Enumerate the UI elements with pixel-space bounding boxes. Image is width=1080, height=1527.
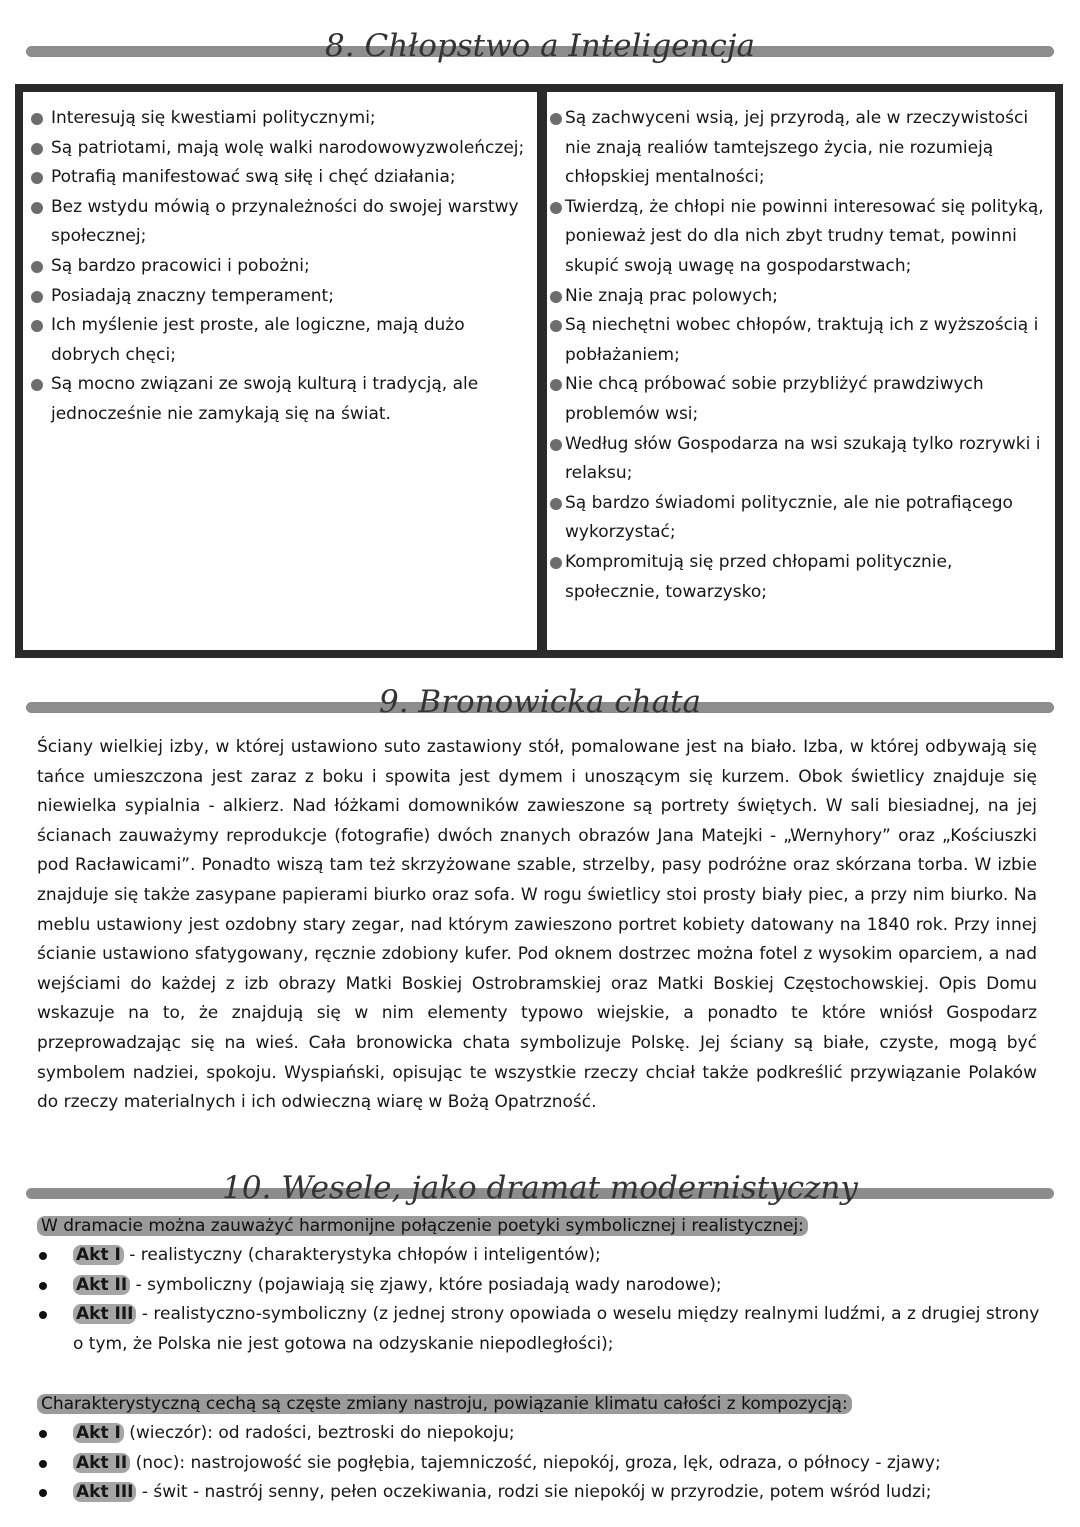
- bullet-icon: [550, 320, 562, 332]
- bullet-icon: [39, 1311, 47, 1319]
- bullet-icon: [550, 498, 562, 510]
- list-item: Akt III - świt - nastrój senny, pełen oczekiwania, rodzi sie niepokój w przyrodzie, potem wśród ludzi;: [37, 1478, 1047, 1508]
- bullet-icon: [31, 320, 43, 332]
- bullet-icon: [31, 291, 43, 303]
- acts-poetics-list: [37, 1241, 1047, 1359]
- list-item: Są zachwyceni wsią, jej przyrodą, ale w rzeczywistości nie znają realiów tamtejszego życia, nie rozumieją chłopskiej mentalności;: [553, 104, 1051, 193]
- bullet-icon: [39, 1430, 47, 1438]
- list-item: Kompromitują się przed chłopami politycznie, społecznie, towarzysko;: [553, 548, 1051, 607]
- list-item: Ich myślenie jest proste, ale logiczne, mają dużo dobrych chęci;: [27, 311, 533, 370]
- bullet-icon: [39, 1489, 47, 1497]
- bullet-icon: [550, 113, 562, 125]
- list-item: Twierdzą, że chłopi nie powinni interesować się polityką, ponieważ jest do dla nich zbyt trudny temat, powinni skupić swoją uwagę na gospodarstwach;: [553, 193, 1051, 282]
- list-item: Posiadają znaczny temperament;: [27, 282, 533, 312]
- section-9-title: 9. Bronowicka chata: [378, 684, 701, 720]
- list-item: Są niechętni wobec chłopów, traktują ich z wyższością i pobłażaniem;: [553, 311, 1051, 370]
- list-item: Akt II (noc): nastrojowość sie pogłębia, tajemniczość, niepokój, groza, lęk, odraza, o północy - zjawy;: [37, 1449, 1047, 1479]
- acts-mood-list: [37, 1419, 1047, 1508]
- bullet-icon: [31, 113, 43, 125]
- bullet-icon: [550, 291, 562, 303]
- section-8-heading: [20, 24, 1060, 74]
- list-item: Są bardzo pracowici i pobożni;: [27, 252, 533, 282]
- list-item: Nie znają prac polowych;: [553, 282, 1051, 312]
- bullet-icon: [39, 1282, 47, 1290]
- bullet-icon: [31, 261, 43, 273]
- bullet-icon: [39, 1460, 47, 1468]
- bullet-icon: [31, 143, 43, 155]
- bullet-icon: [550, 202, 562, 214]
- bullet-icon: [550, 439, 562, 451]
- section-10-heading: [20, 1166, 1060, 1216]
- chata-description: Ściany wielkiej izby, w której ustawiono suto zastawiony stół, pomalowane jest na biało. Izba, w której odbywają się tańce umieszczona jest zaraz z boku i spowita jest dymem i unoszącym się kurzem. Obok świetlicy znajduje się niewielka sypialnia - alkierz. Nad łóżkami domowników zawieszone są portrety świętych. W sali biesiadnej, na jej ścianach zauważymy reprodukcje (fotografie) dwóch znanych obrazów Jana Matejki - „Wernyhory” oraz „Kościuszki pod Racławicami”. Ponadto wiszą tam też skrzyżowane szable, strzelby, pasy podróżne oraz skórzana torba. W izbie znajduje się także zasypane papierami biurko oraz sofa. W rogu świetlicy stoi prosty biały piec, a przy nim biurko. Na meblu ustawiony jest ozdobny stary zegar, nad którym zawieszono portret kobiety datowany na 1840 rok. Przy innej ścianie ustawiono sfatygowany, ręcznie zdobiony kufer. Pod oknem dostrzec można fotel z wysokim oparciem, a nad wejściami do każdej z izb obrazy Matki Boskiej Ostrobramskiej oraz Matki Boskiej Częstochowskiej. Opis Domu wskazuje na to, że znajdują się w nim elementy typowo wiejskie, a ponadto te które wniósł Gospodarz przeprowadzając się na wieś. Cała bronowicka chata symbolizuje Polskę. Jej ściany są białe, czyste, mogą być symbolem nadziei, spokoju. Wyspiański, opisując te wszystkie rzeczy chciał także podkreślić przywiązanie Polaków do rzeczy materialnych i ich odwieczną wiarę w Bożą Opatrzność.: [37, 737, 1037, 1113]
- section-10-title: 10. Wesele, jako dramat modernistyczny: [222, 1170, 858, 1206]
- list-item: Potrafią manifestować swą siłę i chęć działania;: [27, 163, 533, 193]
- intelligentsia-column: [542, 88, 1059, 654]
- list-item: Akt I (wieczór): od radości, beztroski do niepokoju;: [37, 1419, 1047, 1449]
- bullet-icon: [39, 1252, 47, 1260]
- bullet-icon: [31, 379, 43, 391]
- list-item: Nie chcą próbować sobie przybliżyć prawdziwych problemów wsi;: [553, 370, 1051, 429]
- list-item: Są mocno związani ze swoją kulturą i tradycją, ale jednocześnie nie zamykają się na świat.: [27, 370, 533, 429]
- bullet-icon: [31, 172, 43, 184]
- section-8-title: 8. Chłopstwo a Inteligencja: [325, 28, 755, 64]
- bullet-icon: [550, 379, 562, 391]
- list-item: Są bardzo świadomi politycznie, ale nie potrafiącego wykorzystać;: [553, 489, 1051, 548]
- comparison-table: [15, 84, 1063, 658]
- bullet-icon: [550, 557, 562, 569]
- list-item: Akt II - symboliczny (pojawiają się zjawy, które posiadają wady narodowe);: [37, 1271, 1047, 1301]
- peasants-column: [19, 88, 542, 654]
- list-item: Akt I - realistyczny (charakterystyka chłopów i inteligentów);: [37, 1241, 1047, 1271]
- list-item: Są patriotami, mają wolę walki narodowowyzwoleńczej;: [27, 134, 533, 164]
- list-item: Bez wstydu mówią o przynależności do swojej warstwy społecznej;: [27, 193, 533, 252]
- intro-mood: Charakterystyczną cechą są częste zmiany nastroju, powiązanie klimatu całości z kompozycją:: [37, 1390, 852, 1419]
- list-item: Interesują się kwestiami politycznymi;: [27, 104, 533, 134]
- list-item: Według słów Gospodarza na wsi szukają tylko rozrywki i relaksu;: [553, 430, 1051, 489]
- list-item: Akt III - realistyczno-symboliczny (z jednej strony opowiada o weselu między realnymi ludźmi, a z drugiej strony o tym, że Polska nie jest gotowa na odzyskanie niepodległości);: [37, 1300, 1047, 1359]
- bullet-icon: [31, 202, 43, 214]
- section-9-heading: [20, 680, 1060, 730]
- intro-poetics: W dramacie można zauważyć harmonijne połączenie poetyki symbolicznej i realistycznej:: [37, 1212, 808, 1241]
